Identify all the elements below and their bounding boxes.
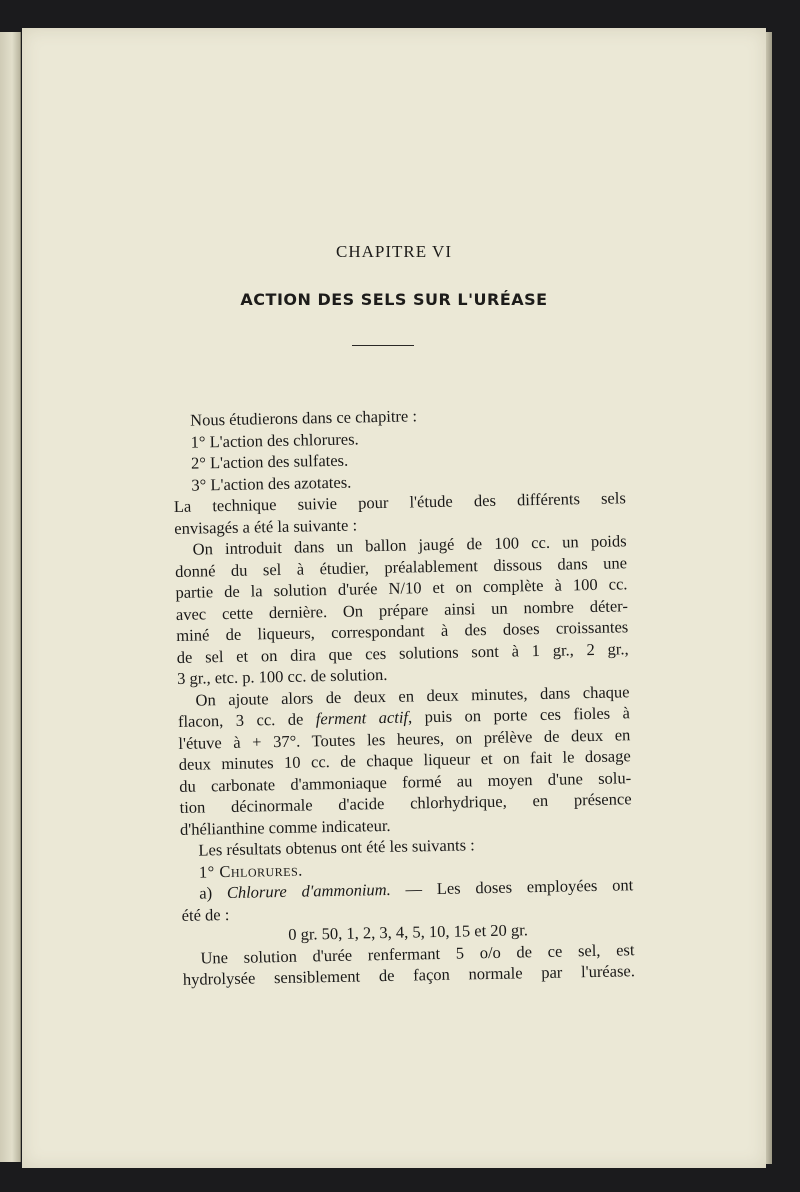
chapter-label: CHAPITRE VI — [336, 242, 452, 261]
text-line: l'étuve à + 37°. Toutes les heures, on prélève de deux en — [178, 724, 631, 753]
text-line: envisagés a été la suivante : — [174, 514, 358, 538]
text-line: été de : — [181, 904, 230, 925]
text-line: de sel et on dira que ces solutions sont à 1 gr., 2 gr., — [176, 638, 629, 667]
text-line: 3 gr., etc. p. 100 cc. de solution. — [176, 664, 388, 688]
text-line: Nous étudierons dans ce chapitre : — [190, 406, 418, 430]
text-line: flacon, 3 cc. de ferment actif, puis on porte ces fioles à — [177, 703, 631, 731]
text-line: donné du sel à étudier, préalablement dissous dans une — [174, 552, 628, 581]
text-line: partie de la solution d'urée N/10 et on complète à 100 cc. — [175, 574, 628, 602]
title-rule — [352, 345, 414, 346]
text-line: 3° L'action des azotates. — [191, 472, 352, 495]
text-line: hydrolysée sensiblement de façon normale par l'uréase. — [182, 961, 636, 989]
chapter-body — [172, 401, 635, 990]
section-heading: 1° Chlorures. — [198, 860, 303, 882]
text-line: tion décinormale d'acide chlorhydrique, en présence — [179, 789, 632, 817]
text-line: Une solution d'urée renfermant 5 o/o de ce sel, est — [200, 939, 635, 968]
text-line: avec cette dernière. On prépare ainsi un nombre déter- — [175, 595, 629, 624]
chapter-title: ACTION DES SELS SUR L'URÉASE — [240, 290, 548, 309]
text-line: du carbonate d'ammoniaque formé au moyen d'une solu- — [179, 767, 632, 796]
text-line: La technique suivie pour l'étude des différents sels — [173, 488, 626, 516]
text-line: 0 gr. 50, 1, 2, 3, 4, 5, 10, 15 et 20 gr. — [288, 920, 529, 944]
italic-term: Chlorure d'ammonium. — [226, 879, 391, 903]
text-line: miné de liqueurs, correspondant à des doses croissantes — [176, 617, 629, 645]
italic-term: ferment actif — [315, 707, 409, 729]
text-line: On introduit dans un ballon jaugé de 100 cc. un poids — [192, 531, 627, 559]
page-stack-edge — [766, 32, 772, 1164]
text-line: Les résultats obtenus ont été les suivants : — [198, 835, 475, 860]
previous-page-edge — [0, 32, 21, 1162]
text-line: deux minutes 10 cc. de chaque liqueur et on fait le dosage — [178, 746, 631, 774]
text-line: On ajoute alors de deux en deux minutes, dans chaque — [195, 681, 630, 710]
text-line: a) Chlorure d'ammonium. — Les doses employées ont — [199, 875, 634, 903]
book-page — [22, 28, 766, 1168]
text-line: 2° L'action des sulfates. — [190, 450, 349, 473]
text-line: d'hélianthine comme indicateur. — [179, 815, 391, 839]
text-line: 1° L'action des chlorures. — [190, 428, 359, 452]
